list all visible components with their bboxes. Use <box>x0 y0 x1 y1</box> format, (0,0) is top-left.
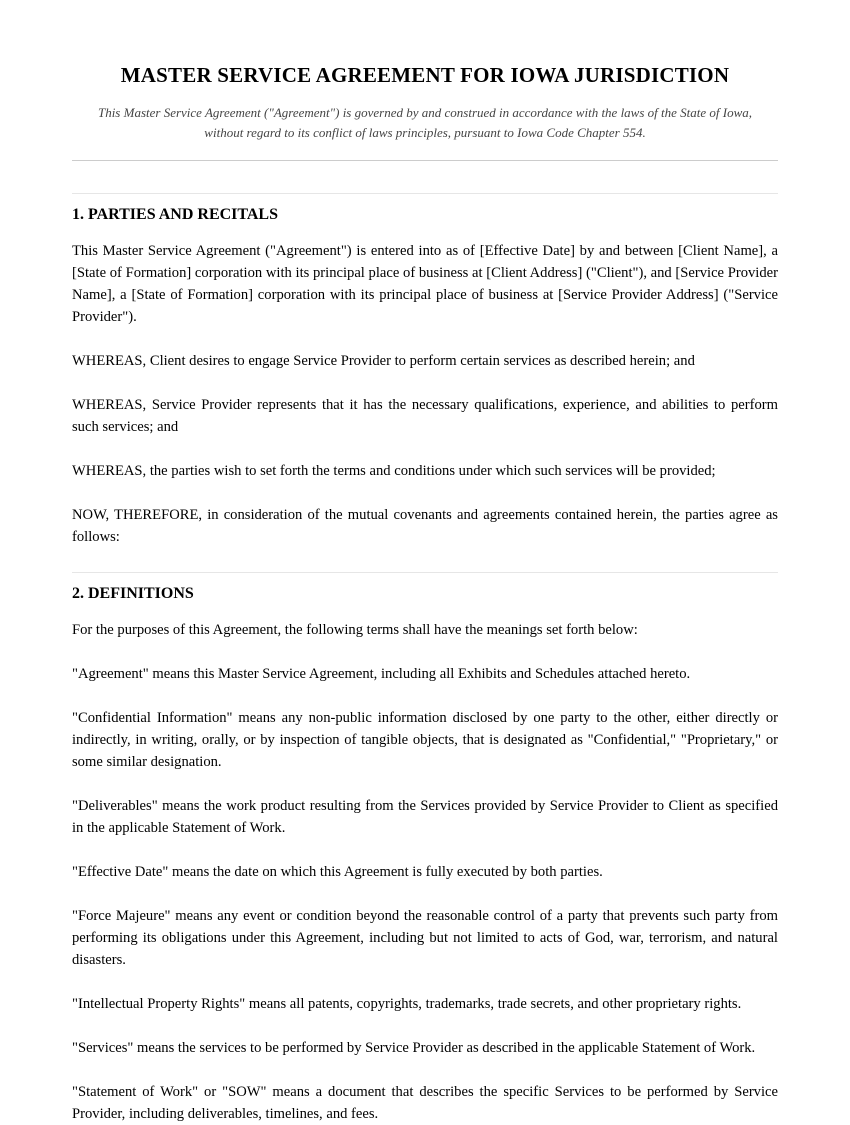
title-divider <box>72 160 778 161</box>
definition-intellectual-property-rights: "Intellectual Property Rights" means all patents, copyrights, trademarks, trade secrets, and other proprietary rights. <box>72 996 742 1012</box>
definition-statement-of-work: "Statement of Work" or "SOW" means a document that describes the specific Services to be performed by Service Provider, including deliverables, timelines, and fees. <box>72 1084 778 1122</box>
section-heading: 2. DEFINITIONS <box>72 585 194 602</box>
recital-paragraph: WHEREAS, Service Provider represents that it has the necessary qualifications, experience, and abilities to perform such services; and <box>72 397 778 435</box>
consideration-paragraph: NOW, THEREFORE, in consideration of the mutual covenants and agreements contained herein, the parties agree as follows: <box>72 507 778 545</box>
section-heading: 1. PARTIES AND RECITALS <box>72 206 278 223</box>
definition-services: "Services" means the services to be performed by Service Provider as described in the applicable Statement of Work. <box>72 1040 756 1056</box>
definition-agreement: "Agreement" means this Master Service Agreement, including all Exhibits and Schedules attached hereto. <box>72 666 691 682</box>
definition-force-majeure: "Force Majeure" means any event or condition beyond the reasonable control of a party that prevents such party from performing its obligations under this Agreement, including but not limited to acts of God, war, terrorism, and natural disasters. <box>72 908 778 968</box>
section-definitions <box>72 572 778 1125</box>
governing-law-preamble: This Master Service Agreement ("Agreement") is governed by and construed in accordance with the laws of the State of Iowa, without regard to its conflict of laws principles, pursuant to Iowa Code Chapter 554. <box>97 105 753 140</box>
definition-deliverables: "Deliverables" means the work product resulting from the Services provided by Service Provider to Client as specified in the applicable Statement of Work. <box>72 798 778 836</box>
parties-paragraph: This Master Service Agreement ("Agreement") is entered into as of [Effective Date] by and between [Client Name], a [State of Formation] corporation with its principal place of business at [Client Address] ("Client"), and [Service Provider Name], a [State of Formation] corporation with its principal place of business at [Service Provider Address] ("Service Provider"). <box>72 243 778 325</box>
recital-paragraph: WHEREAS, Client desires to engage Service Provider to perform certain services as described herein; and <box>72 353 695 369</box>
definition-effective-date: "Effective Date" means the date on which this Agreement is fully executed by both parties. <box>72 864 603 880</box>
definition-confidential-information: "Confidential Information" means any non-public information disclosed by one party to the other, either directly or indirectly, in writing, orally, or by inspection of tangible objects, that is designated as "Confidential," "Proprietary," or some similar designation. <box>72 710 778 770</box>
definitions-intro-paragraph: For the purposes of this Agreement, the following terms shall have the meanings set forth below: <box>72 622 638 638</box>
section-parties-and-recitals <box>72 193 778 548</box>
recital-paragraph: WHEREAS, the parties wish to set forth the terms and conditions under which such services will be provided; <box>72 463 716 479</box>
document-title: MASTER SERVICE AGREEMENT FOR IOWA JURISDICTION <box>120 63 730 87</box>
